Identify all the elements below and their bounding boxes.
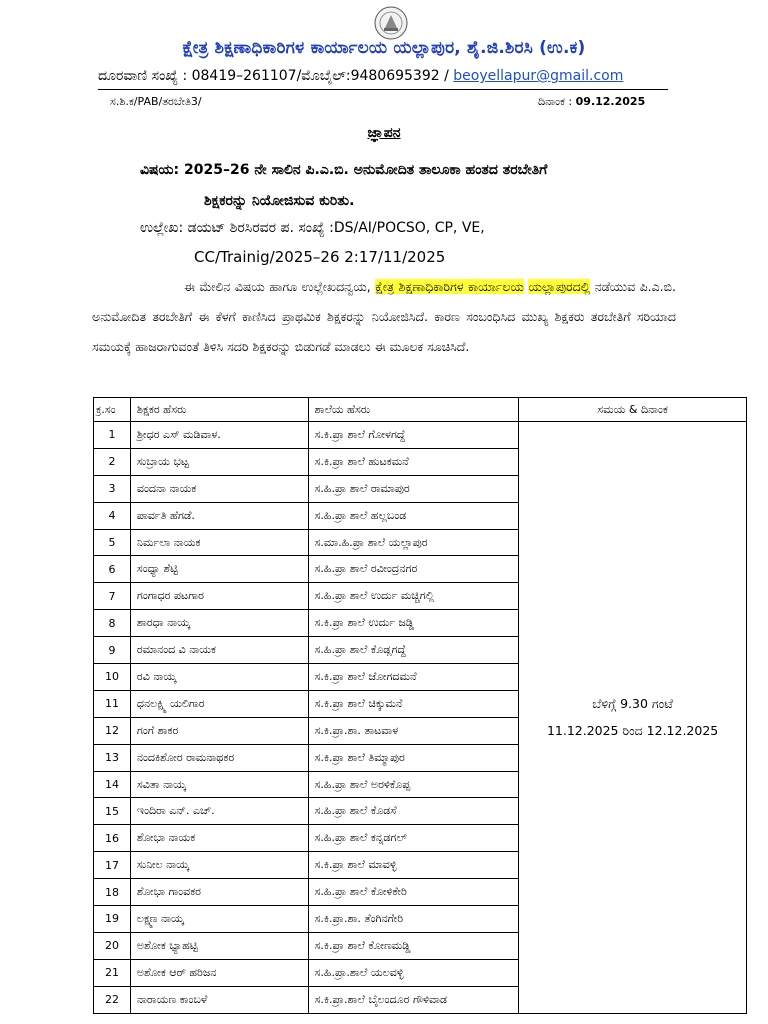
cell-teacher-name: ಇಂದಿರಾ ಎನ್. ಎಚ್. <box>130 798 308 825</box>
cell-teacher-name: ಶೋಭಾ ಗಾಂವಕರ <box>130 879 308 906</box>
cell-school-name: ಸ.ಕಿ.ಪ್ರಾ ಶಾಲೆ ಹುಟಕಮನೆ <box>308 448 519 475</box>
cell-school-name: ಸ.ಹಿ.ಪ್ರಾ ಶಾಲೆ ಕೋಳಿಕೇರಿ <box>308 879 519 906</box>
cell-serial: 13 <box>94 744 131 771</box>
cell-school-name: ಸ.ಹಿ.ಪ್ರಾ ಶಾಲೆ ರಾಮಾಪುರ <box>308 475 519 502</box>
cell-school-name: ಸ.ಕಿ.ಪ್ರಾ ಶಾಲೆ ಕೋಣಮಡ್ಡಿ <box>308 932 519 959</box>
training-time: ಬೆಳಿಗ್ಗೆ 9.30 ಗಂಟೆ <box>592 696 673 712</box>
cell-serial: 5 <box>94 529 131 556</box>
date-label: ದಿನಾಂಕ : <box>538 95 576 108</box>
phone-text: ದೂರವಾಣಿ ಸಂಖ್ಯೆ : 08419–261107/ಮೊಬೈಲ್:9480695392 / <box>98 68 454 84</box>
table-row <box>94 422 747 449</box>
reference-line-2: CC/Trainig/2025–26 2:17/11/2025 <box>194 248 446 266</box>
cell-serial: 6 <box>94 556 131 583</box>
cell-school-name: ಸ.ಹಿ.ಪ್ರಾ ಶಾಲೆ ರವೀಂದ್ರನಗರ <box>308 556 519 583</box>
cell-school-name: ಸ.ಕಿ.ಪ್ರಾ ಶಾಲೆ ಉರ್ದು ಜಡ್ಡಿ <box>308 610 519 637</box>
cell-teacher-name: ನಿರ್ಮಲಾ ನಾಯಕ <box>130 529 308 556</box>
cell-teacher-name: ನಂದಕಿಶೋರ ರಾಮನಾಥಕರ <box>130 744 308 771</box>
email-link[interactable]: beoyellapur@gmail.com <box>453 68 624 84</box>
cell-serial: 10 <box>94 664 131 691</box>
cell-teacher-name: ವಂದನಾ ನಾಯಕ <box>130 475 308 502</box>
cell-serial: 11 <box>94 690 131 717</box>
date-value: 09.12.2025 <box>575 95 646 108</box>
subject-line-2: ಶಿಕ್ಷಕರನ್ನು ನಿಯೋಜಿಸುವ ಕುರಿತು. <box>204 193 355 209</box>
reference-number: ಸ.ಶಿ.ಕ/PAB/ತರಬೇತಿ3/ <box>110 95 202 108</box>
cell-serial: 16 <box>94 825 131 852</box>
table-header-row <box>94 398 747 422</box>
header-serial: ಕ್ರ.ಸಂ <box>94 398 131 422</box>
highlighted-place-name: ಯಲ್ಲಾಪುರದಲ್ಲಿ <box>528 279 591 294</box>
cell-school-name: ಸ.ಮಾ.ಹಿ.ಪ್ರಾ ಶಾಲೆ ಯಲ್ಲಾಪುರ <box>308 529 519 556</box>
cell-serial: 3 <box>94 475 131 502</box>
cell-teacher-name: ಪಾರ್ವತಿ ಹೆಗಡೆ. <box>130 502 308 529</box>
cell-teacher-name: ಶಾರಧಾ ನಾಯ್ಕ <box>130 610 308 637</box>
cell-serial: 14 <box>94 771 131 798</box>
cell-serial: 19 <box>94 906 131 933</box>
cell-serial: 18 <box>94 879 131 906</box>
cell-serial: 21 <box>94 959 131 986</box>
cell-school-name: ಸ.ಕಿ.ಪ್ರಾ.ಶಾಲೆ ಬೈಲಂದೂರ ಗೌಳಿವಾಡ <box>308 986 519 1013</box>
header-time-date: ಸಮಯ & ದಿನಾಂಕ <box>519 398 747 422</box>
contact-line <box>98 68 718 84</box>
cell-school-name: ಸ.ಹಿ.ಪ್ರಾ ಶಾಲೆ ಕೊಡಸೆ <box>308 798 519 825</box>
contact-divider <box>98 89 668 90</box>
cell-school-name: ಸ.ಹಿ.ಪ್ರಾ ಶಾಲೆ ಅರಳಿಕೊಪ್ಪ <box>308 771 519 798</box>
reference-line-1: ಉಲ್ಲೇಖ: ಡಯಟ್ ಶಿರಸಿರವರ ಪ. ಸಂಖ್ಯೆ :DS/AI/POCSO, CP, VE, <box>140 220 485 236</box>
cell-teacher-name: ಅಶೋಕ ಆರ್ ಹರಿಜನ <box>130 959 308 986</box>
body-start: ಈ ಮೇಲಿನ ವಿಷಯ ಹಾಗೂ ಉಲ್ಲೇಖದನ್ವಯ, <box>184 279 376 294</box>
cell-school-name: ಸ.ಹಿ.ಪ್ರಾ ಶಾಲೆ ಕೊಡ್ಲಗದ್ದೆ <box>308 637 519 664</box>
cell-school-name: ಸ.ಹಿ.ಪ್ರಾ ಶಾಲೆ ಉರ್ದು ಮಚ್ಚಿಗಲ್ಲಿ <box>308 583 519 610</box>
header-school-name: ಶಾಲೆಯ ಹೆಸರು <box>308 398 519 422</box>
cell-serial: 15 <box>94 798 131 825</box>
cell-teacher-name: ಸವಿತಾ ನಾಯ್ಕ <box>130 771 308 798</box>
cell-school-name: ಸ.ಹಿ.ಪ್ರಾ ಶಾಲೆ ಹಲ್ಲಬಂಡ <box>308 502 519 529</box>
cell-serial: 2 <box>94 448 131 475</box>
cell-school-name: ಸ.ಕಿ.ಪ್ರಾ ಶಾಲೆ ಚಿಕ್ಕುಮನೆ <box>308 690 519 717</box>
cell-serial: 7 <box>94 583 131 610</box>
cell-teacher-name: ಶ್ರೀಧರ ಎಸ್ ಮಡಿವಾಳ. <box>130 422 308 449</box>
cell-serial: 22 <box>94 986 131 1013</box>
cell-school-name: ಸ.ಕಿ.ಪ್ರಾ.ಶಾ. ತೆಂಗಿನಗೇರಿ <box>308 906 519 933</box>
cell-teacher-name: ರವಿ ನಾಯ್ಕ <box>130 664 308 691</box>
cell-school-name: ಸ.ಹಿ.ಪ್ರಾ ಶಾಲೆ ಕನ್ನಡಗಲ್ <box>308 825 519 852</box>
cell-teacher-name: ಸುನೀಲ ನಾಯ್ಕ <box>130 852 308 879</box>
cell-teacher-name: ಅಶೋಕ ಭ್ಯಾಹಟ್ಟಿ <box>130 932 308 959</box>
cell-teacher-name: ಲಕ್ಷ್ಮಣ ನಾಯ್ಕ <box>130 906 308 933</box>
cell-serial: 9 <box>94 637 131 664</box>
karnataka-emblem-icon <box>374 6 408 40</box>
cell-serial: 8 <box>94 610 131 637</box>
office-title: ಕ್ಷೇತ್ರ ಶಿಕ್ಷಣಾಧಿಕಾರಿಗಳ ಕಾರ್ಯಾಲಯ ಯಲ್ಲಾಪುರ, ಶೈ.ಜಿ.ಶಿರಸಿ (ಉ.ಕ) <box>182 38 586 58</box>
cell-school-name: ಸ.ಕಿ.ಪ್ರಾ.ಶಾ. ತಾಟವಾಳ <box>308 717 519 744</box>
cell-teacher-name: ರಮಾನಂದ ವಿ ನಾಯಕ <box>130 637 308 664</box>
reference-block <box>140 214 700 272</box>
cell-serial: 4 <box>94 502 131 529</box>
cell-school-name: ಸ.ಕಿ.ಪ್ರಾ ಶಾಲೆ ಮಾವಳ್ಳಿ <box>308 852 519 879</box>
body-paragraph <box>92 272 676 362</box>
cell-teacher-name: ನಾರಾಯಣ ಕಾಂಬಳೆ <box>130 986 308 1013</box>
cell-school-name: ಸ.ಹಿ.ಪ್ರಾ.ಶಾಲೆ ಯಲವಳ್ಳಿ <box>308 959 519 986</box>
highlighted-office-name: ಕ್ಷೇತ್ರ ಶಿಕ್ಷಣಾಧಿಕಾರಿಗಳ ಕಾರ್ಯಾಲಯ <box>375 279 524 294</box>
cell-teacher-name: ಗಂಗೆ ಶಾಕರ <box>130 717 308 744</box>
body-rest: ನಡೆಯುವ ಪಿ.ಎ.ಬಿ. ಅನುಮೋದಿತ ತರಬೇತಿಗೆ ಈ ಕೆಳಗೆ ಕಾಣಿಸಿದ ಪ್ರಾಥಮಿಕ ಶಿಕ್ಷಕರನ್ನು ನಿಯೋಜಿಸಿದೆ. ಕಾರಣ ಸಂಬಂಧಿಸಿದ ಮುಖ್ಯ ಶಿಕ್ಷಕರು ತರಬೇತಿಗೆ ಸರಿಯಾದ ಸಮಯಕ್ಕೆ ಹಾಜರಾಗುವಂತೆ ತಿಳಿಸಿ ಸದರಿ ಶಿಕ್ಷಕರನ್ನು ಬಿಡುಗಡೆ ಮಾಡಲು ಈ ಮೂಲಕ ಸೂಚಿಸಿದೆ. <box>92 279 676 354</box>
cell-school-name: ಸ.ಕಿ.ಪ್ರಾ ಶಾಲೆ ಜೋಗದಮನೆ <box>308 664 519 691</box>
cell-serial: 20 <box>94 932 131 959</box>
cell-school-name: ಸ.ಕಿ.ಪ್ರಾ ಶಾಲೆ ತಿಮ್ಮಾಪುರ <box>308 744 519 771</box>
cell-time-date <box>519 422 747 1014</box>
cell-teacher-name: ಶೋಭಾ ನಾಯಕ <box>130 825 308 852</box>
cell-serial: 17 <box>94 852 131 879</box>
cell-serial: 1 <box>94 422 131 449</box>
document-date <box>538 95 645 109</box>
teacher-deputation-table <box>93 397 747 1014</box>
cell-serial: 12 <box>94 717 131 744</box>
subject-block <box>140 155 700 217</box>
cell-school-name: ಸ.ಕಿ.ಪ್ರಾ ಶಾಲೆ ಗೋಳಗದ್ದೆ <box>308 422 519 449</box>
subject-line-1: ವಿಷಯ: 2025–26 ನೇ ಸಾಲಿನ ಪಿ.ಎ.ಬಿ. ಅನುಮೋದಿತ ತಾಲೂಕಾ ಹಂತದ ತರಬೇತಿಗೆ <box>140 162 548 178</box>
cell-teacher-name: ಧನಲಕ್ಷ್ಮಿ ಯಲಿಗಾರ <box>130 690 308 717</box>
cell-teacher-name: ಸುಬ್ರಾಯ ಭಟ್ಟ <box>130 448 308 475</box>
training-dates: 11.12.2025 ರಿಂದ 12.12.2025 <box>546 723 719 739</box>
header-teacher-name: ಶಿಕ್ಷಕರ ಹೆಸರು <box>130 398 308 422</box>
memo-heading: ಜ್ಞಾಪನ <box>367 125 401 141</box>
cell-teacher-name: ಗಂಗಾಧರ ಪಟಗಾರ <box>130 583 308 610</box>
cell-teacher-name: ಸಂಧ್ಯಾ ಶೆಟ್ಟಿ <box>130 556 308 583</box>
